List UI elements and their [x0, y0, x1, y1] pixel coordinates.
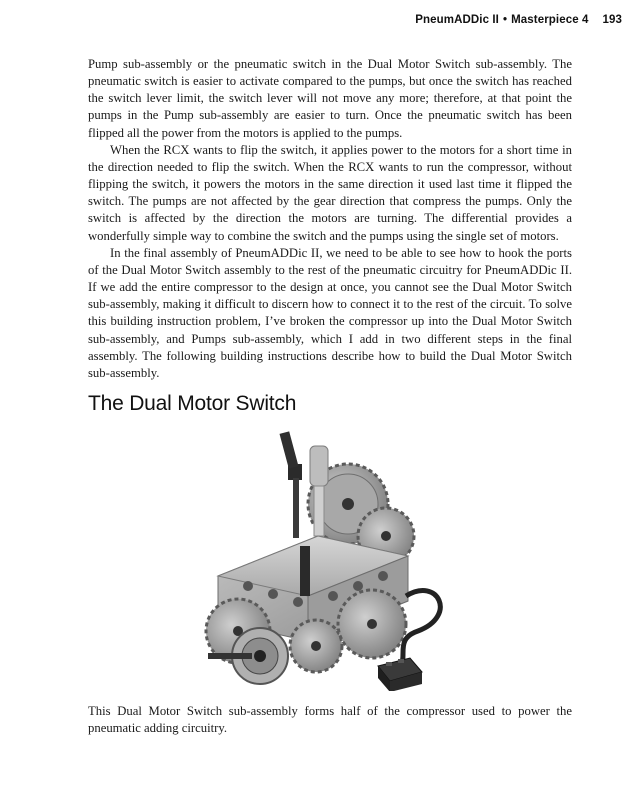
right-gear [338, 590, 406, 658]
header-bullet: • [502, 14, 508, 26]
book-title: PneumADDic II [415, 14, 499, 26]
running-header [415, 14, 622, 26]
figure-caption: This Dual Motor Switch sub-assembly forms half of the compressor used to power the pneumatic adding circuitry. [88, 704, 572, 736]
page-content [88, 56, 572, 691]
chapter-title: Masterpiece 4 [511, 14, 589, 26]
page-number: 193 [602, 14, 622, 26]
lego-assembly-illustration [88, 426, 572, 691]
section-heading: The Dual Motor Switch [88, 391, 297, 415]
electric-connector [378, 658, 422, 691]
dual-motor-switch-figure [88, 426, 572, 691]
body-paragraph-3: In the final assembly of PneumADDic II, we need to be able to see how to hook the ports of the Dual Motor Switch assembly to the rest of the pneumatic circuitry for PneumADDic II. If we add the entire compressor to the design at once, you cannot see the Dual Motor Switch sub-assembly, making it difficult to discern how to connect it to the rest of the circuit. To solve this building instruction problem, I’ve broken the compressor up into the Dual Motor Switch sub-assembly, and Pumps sub-assembly, which I add in two different steps in the final assembly. The following building instructions describe how to build the Dual Motor Switch sub-assembly. [88, 245, 572, 380]
switch-lever [280, 431, 328, 538]
body-paragraph-2: When the RCX wants to flip the switch, it applies power to the motors for a short time in the direction needed to flip the switch. When the RCX wants to run the compressor, without flipping the switch, it powers the motors in the same direction it used last time it flipped the switch. The pumps are not affected by the gear direction that compress the pumps. Only the switch is affected by the direction the motors are turning. The differential provides a wonderfully simple way to combine the switch and the pumps using the single set of motors. [88, 142, 572, 243]
center-gear [290, 620, 342, 672]
body-paragraph-1: Pump sub-assembly or the pneumatic switch in the Dual Motor Switch sub-assembly. The pneumatic switch is easier to activate compared to the pumps, but once the switch has reached the switch lever limit, the switch lever will not move any more; therefore, at that point the pumps in the Pump sub-assembly are easier to turn. Once the pneumatic switch has been flipped all the power from the motors is applied to the pumps. [88, 57, 572, 140]
figure-caption-block [88, 703, 572, 737]
